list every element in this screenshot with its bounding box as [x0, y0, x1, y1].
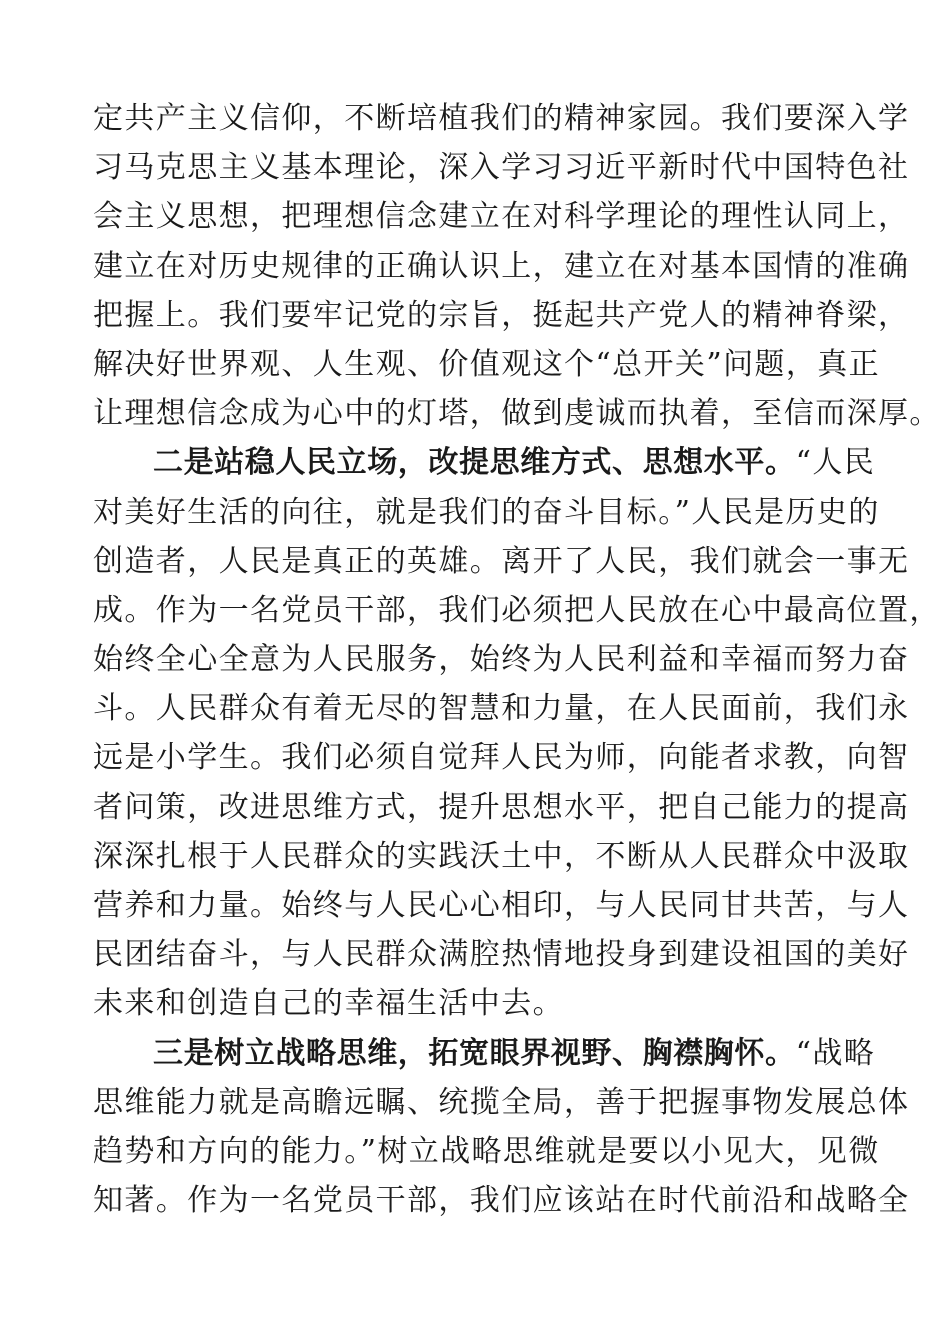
text-line: 趋势和方向的能力。”树立战略思维就是要以小见大，见微	[93, 1133, 880, 1169]
paragraph-people-stance	[93, 438, 941, 1028]
section-heading: 三是树立战略思维，拓宽眼界视野、胸襟胸怀。	[153, 1035, 796, 1071]
text-line: 定共产主义信仰，不断培植我们的精神家园。我们要深入学	[93, 101, 910, 136]
text-line: 远是小学生。我们必须自觉拜人民为师，向能者求教，向智	[93, 740, 910, 776]
text-line: 习马克思主义基本理论，深入学习习近平新时代中国特色社	[93, 150, 910, 186]
paragraph-first-line	[93, 438, 876, 487]
section-heading: 二是站稳人民立场，改提思维方式、思想水平。	[153, 445, 796, 481]
text-line: 斗。人民群众有着无尽的智慧和力量，在人民面前，我们永	[93, 691, 910, 727]
text-line: 让理想信念成为心中的灯塔，做到虔诚而执着，至信而深厚。	[93, 396, 941, 432]
text-line: 建立在对历史规律的正确认识上，建立在对基本国情的准确	[93, 248, 910, 284]
paragraph-faith	[93, 94, 941, 438]
text-line: 未来和创造自己的幸福生活中去。	[93, 986, 564, 1022]
text-line: 营养和力量。始终与人民心心相印，与人民同甘共苦，与人	[93, 888, 910, 923]
text-span: “人民	[795, 445, 876, 481]
paragraph-first-line	[93, 1029, 876, 1078]
text-line: 思维能力就是高瞻远瞩、统揽全局，善于把握事物发展总体	[93, 1084, 910, 1120]
text-line: 深深扎根于人民群众的实践沃土中，不断从人民群众中汲取	[93, 838, 910, 874]
text-line: 知著。作为一名党员干部，我们应该站在时代前沿和战略全	[93, 1183, 910, 1219]
text-line: 创造者，人民是真正的英雄。离开了人民，我们就会一事无	[93, 543, 910, 579]
text-line: 民团结奋斗，与人民群众满腔热情地投身到建设祖国的美好	[93, 937, 910, 973]
text-line: 始终全心全意为人民服务，始终为人民利益和幸福而努力奋	[93, 642, 910, 678]
text-line: 者问策，改进思维方式，提升思想水平，把自己能力的提高	[93, 789, 910, 825]
text-line: 对美好生活的向往，就是我们的奋斗目标。”人民是历史的	[93, 494, 880, 530]
text-line: 把握上。我们要牢记党的宗旨，挺起共产党人的精神脊梁，	[93, 297, 910, 333]
text-line: 解决好世界观、人生观、价值观这个“总开关”问题，真正	[93, 346, 881, 382]
document-page	[93, 94, 941, 1225]
paragraph-strategic-thinking	[93, 1029, 910, 1226]
text-span: “战略	[795, 1035, 876, 1071]
text-line: 会主义思想，把理想信念建立在对科学理论的理性认同上，	[93, 199, 910, 235]
text-line: 成。作为一名党员干部，我们必须把人民放在心中最高位置，	[93, 592, 941, 628]
